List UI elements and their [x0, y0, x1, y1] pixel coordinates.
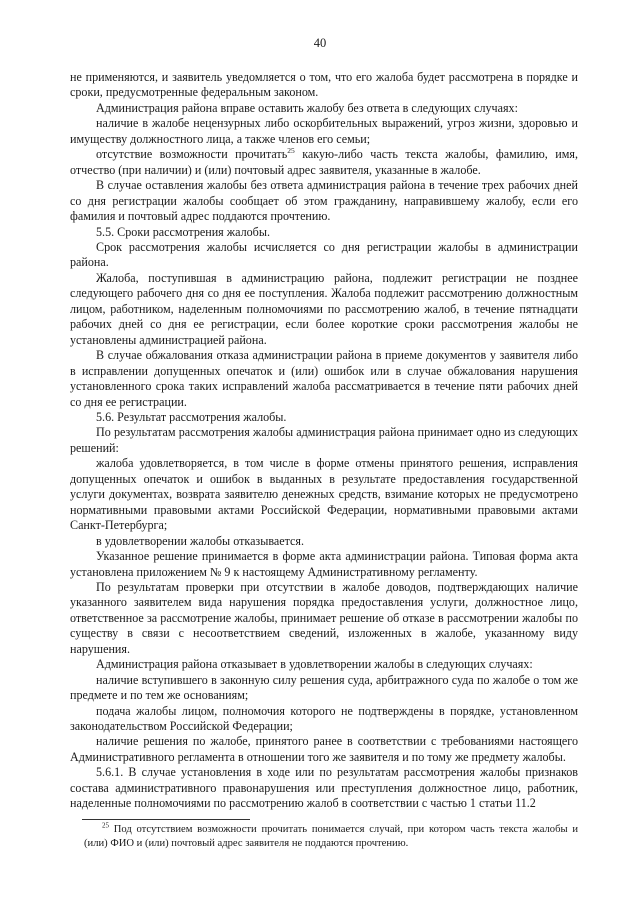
- page-number: 40: [313, 36, 327, 50]
- paragraph: жалоба удовлетворяется, в том числе в форме отмены принятого решения, исправления допущенных опечаток и ошибок в выданных в результате предоставления государственной услуги документах, возврата заявителю денежных средств, взимание которых не предусмотрено нормативными правовыми актами Российской Федерации, нормативными правовыми актами Санкт-Петербурга;: [70, 456, 578, 533]
- paragraph: Указанное решение принимается в форме акта администрации района. Типовая форма акта установлена приложением № 9 к настоящему Административному регламенту.: [70, 549, 578, 579]
- paragraph: Срок рассмотрения жалобы исчисляется со дня регистрации жалобы в администрации района.: [70, 239, 578, 270]
- paragraph: Администрация района отказывает в удовлетворении жалобы в следующих случаях:: [96, 657, 533, 672]
- paragraph: наличие в жалобе нецензурных либо оскорбительных выражений, угроз жизни, здоровью и имуществу должностного лица, а также членов его семьи;: [70, 116, 578, 146]
- paragraph: наличие решения по жалобе, принятого ранее в соответствии с требованиями настоящего Административного регламента в отношении того же заявителя и по тому же предмету жалобы.: [70, 734, 578, 764]
- paragraph: 5.6.1. В случае установления в ходе или по результатам рассмотрения жалобы признаков состава административного правонарушения или преступления должностное лицо, работник, наделенные полномочиями по рассмотрению жалоб в соответствии с частью 1 статьи 11.2: [70, 765, 578, 811]
- footnote-reference[interactable]: 25: [287, 146, 295, 156]
- paragraph: подача жалобы лицом, полномочия которого не подтверждены в порядке, установленном законодательством Российской Федерации;: [70, 703, 578, 734]
- paragraph-text: отсутствие возможности прочитать: [96, 147, 288, 162]
- section-heading: 5.6. Результат рассмотрения жалобы.: [96, 409, 287, 424]
- footnote-number: 25: [102, 821, 109, 830]
- paragraph: не применяются, и заявитель уведомляется о том, что его жалоба будет рассмотрена в порядке и сроки, предусмотренные федеральным законом.: [70, 70, 578, 100]
- footnote-separator: [82, 819, 250, 820]
- paragraph: наличие вступившего в законную силу решения суда, арбитражного суда по жалобе о том же предмете и по тем же основаниям;: [70, 672, 578, 703]
- document-body: [70, 70, 578, 812]
- paragraph: В случае оставления жалобы без ответа администрация района в течение трех рабочих дней со дня регистрации жалобы сообщает об этом гражданину, направившему жалобу, если его фамилия и почтовый адрес поддаются прочтению.: [70, 178, 578, 224]
- paragraph: Жалоба, поступившая в администрацию района, подлежит регистрации не позднее следующего рабочего дня со дня ее поступления. Жалоба подлежит рассмотрению должностным лицом, работником, наделенным полномочиями по рассмотрению жалоб, в течение пятнадцати рабочих дней со дня ее регистрации, если более короткие сроки рассмотрения жалобы не установлены администрацией района.: [70, 270, 578, 347]
- paragraph-with-footnote: [70, 147, 578, 178]
- footnote-text: Под отсутствием возможности прочитать понимается случай, при котором часть текста жалобы и (или) ФИО и (или) почтовый адрес заявителя не поддаются прочтению.: [84, 824, 578, 849]
- section-heading: 5.5. Сроки рассмотрения жалобы.: [96, 224, 270, 239]
- paragraph: Администрация района вправе оставить жалобу без ответа в следующих случаях:: [96, 100, 518, 115]
- footnote: [84, 823, 578, 850]
- paragraph: В случае обжалования отказа администрации района в приеме документов у заявителя либо в исправлении допущенных опечаток и (или) ошибок или в случае обжалования нарушения установленного срока таких исправлений жалоба рассматривается в течение пяти рабочих дней со дня ее регистрации.: [70, 348, 578, 409]
- paragraph-text-continued: какую-либо часть текста жалобы, фамилию, имя, отчество (при наличии) и (или) почтовый адрес заявителя, указанные в жалобе.: [70, 147, 578, 177]
- paragraph: По результатам рассмотрения жалобы администрация района принимает одно из следующих решений:: [70, 425, 578, 455]
- paragraph: в удовлетворении жалобы отказывается.: [96, 533, 305, 548]
- paragraph: По результатам проверки при отсутствии в жалобе доводов, подтверждающих наличие указанного заявителем вида нарушения порядка предоставления услуги, должностное лицо, ответственное за рассмотрение жалобы, принимает решение об отказе в рассмотрении жалобы по существу в связи с несоответствием сведений, изложенных в жалобе, указанному виду нарушения.: [70, 579, 578, 656]
